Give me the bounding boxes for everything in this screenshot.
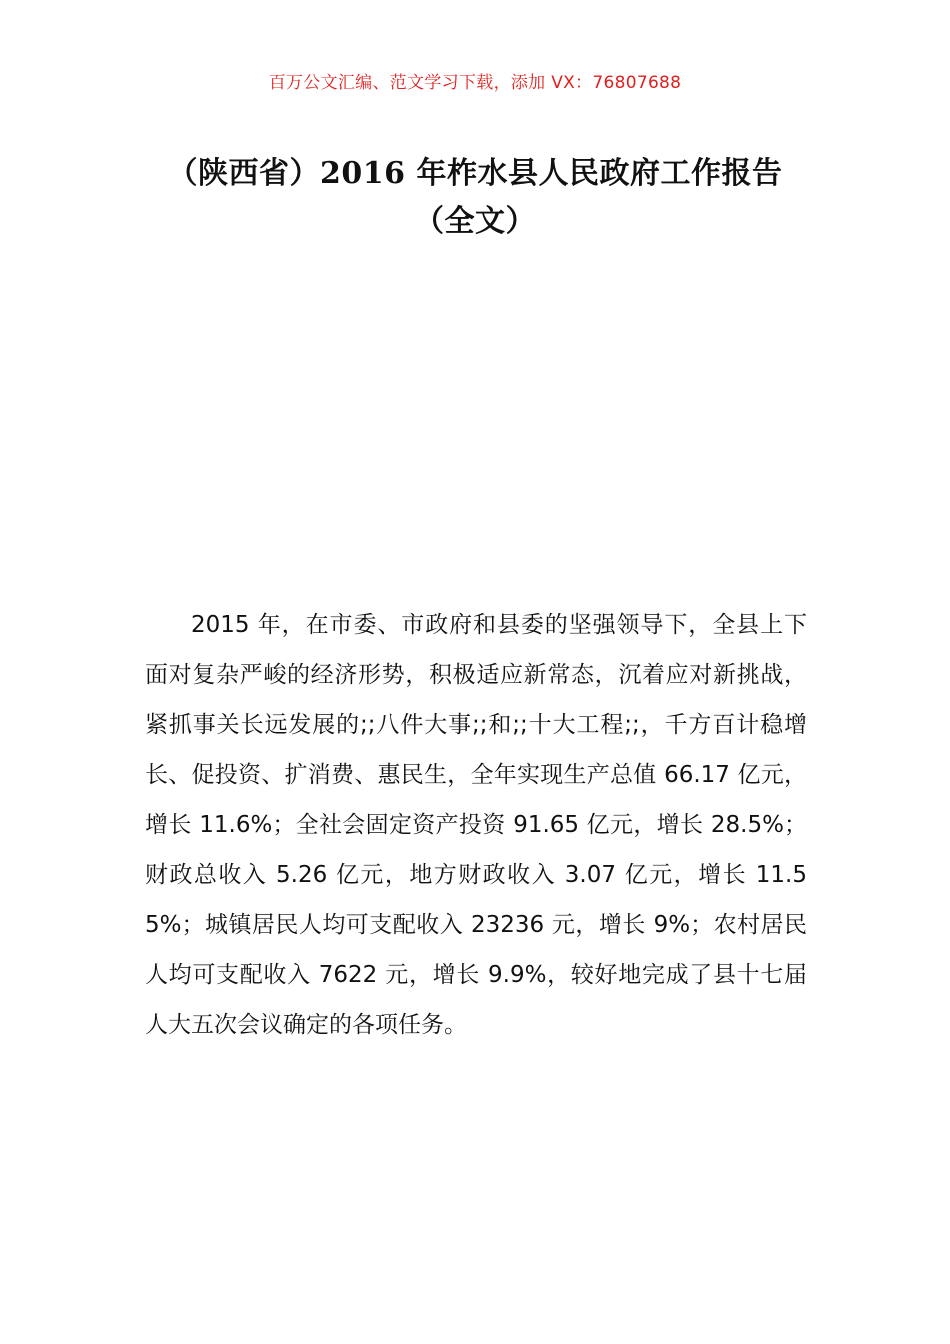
body-paragraph: 2015 年，在市委、市政府和县委的坚强领导下，全县上下面对复杂严峻的经济形势，积极适应新常态，沉着应对新挑战，紧抓事关长远发展的;;八件大事;;和;;十大工程;;，千方百计稳增长、促投资、扩消费、惠民生，全年实现生产总值 66.17 亿元，增长 11.6%；全社会固定资产投资 91.65 亿元，增长 28.5%；财政总收入 5.26 亿元，地方财政收入 3.07 亿元，增长 11.55%；城镇居民人均可支配收入 23236 元，增长 9%；农村居民人均可支配收入 7622 元，增长 9.9%，较好地完成了县十七届人大五次会议确定的各项任务。 [145,612,807,1038]
header-watermark-note: 百万公文汇编、范文学习下载，添加 VX：76807688 [268,73,682,93]
document-title: （陕西省）2016 年柞水县人民政府工作报告（全文） [167,156,783,239]
